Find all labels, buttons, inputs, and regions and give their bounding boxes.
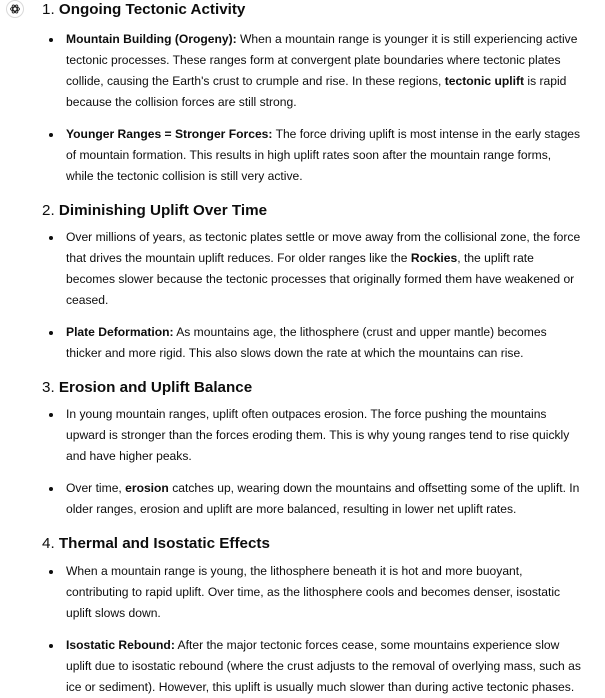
bullet-text: As mountains age, the lithosphere (crust and upper mantle) becomes thicker and more rigid. This also slows down the rate at which the mountains can rise. [66,325,547,360]
bullet-keyword: tectonic uplift [444,74,525,88]
section-number: 4. [42,535,55,552]
list-item [42,635,582,698]
bullet-lead: Plate Deformation: [66,325,174,339]
section-number: 2. [42,202,55,219]
section-title: Erosion and Uplift Balance [58,379,253,396]
assistant-avatar [6,0,24,18]
list-item [42,227,582,311]
bullet-text: After the major tectonic forces cease, some mountains experience slow uplift due to isostatic rebound (where the crust adjusts to the removal of overlying mass, such as ice or sediment). However, this uplift is usually much slower than during active tectonic phases. [66,638,581,694]
bullet-list [42,404,582,520]
bullet-keyword: erosion [125,481,169,495]
openai-logo-icon [9,3,21,15]
bullet-text: catches up, wearing down the mountains and offsetting some of the uplift. In older ranges, erosion and uplift are more balanced, resulting in lower net uplift rates. [66,481,580,516]
bullet-list [42,29,582,187]
bullet-keyword: Rockies [410,251,458,265]
bullet-text: When a mountain range is young, the lithosphere beneath it is hot and more buoyant, contributing to rapid uplift. Over time, as the lithosphere cools and becomes denser, isostatic uplift slows down. [66,564,561,620]
bullet-list [42,227,582,364]
bullet-lead: Younger Ranges = Stronger Forces: [66,127,273,141]
bullet-text: Over time, [66,481,126,495]
list-item [42,322,582,364]
section-title: Ongoing Tectonic Activity [58,1,246,18]
bullet-text: The force driving uplift is most intense in the early stages of mountain formation. This results in high uplift rates soon after the mountain range forms, while the tectonic collision is still very active. [66,127,581,183]
section-heading [42,534,582,554]
bullet-text: is rapid because the collision forces are still strong. [66,74,567,109]
bullet-lead: Mountain Building (Orogeny): [66,32,237,46]
list-item [42,29,582,113]
section-heading [42,201,582,221]
assistant-message [42,0,582,698]
section-number: 1. [42,1,55,18]
list-item [42,124,582,187]
bullet-lead: Isostatic Rebound: [66,638,175,652]
section-title: Diminishing Uplift Over Time [58,202,268,219]
list-item [42,404,582,467]
bullet-text: , the uplift rate becomes slower because the tectonic processes that originally formed them have weakened or ceased. [66,251,575,307]
bullet-list [42,561,582,698]
section-number: 3. [42,379,55,396]
section-heading [42,378,582,398]
list-item [42,561,582,624]
bullet-text: When a mountain range is younger it is still experiencing active tectonic processes. These ranges form at convergent plate boundaries where tectonic plates collide, causing the Earth's crust to crumple and rise. In these regions, [66,32,578,88]
bullet-text: In young mountain ranges, uplift often outpaces erosion. The force pushing the mountains upward is stronger than the forces eroding them. This is why young ranges tend to rise quickly and have higher peaks. [66,407,570,463]
bullet-text: Over millions of years, as tectonic plates settle or move away from the collisional zone, the force that drives the mountain uplift reduces. For older ranges like the [66,230,581,265]
section-heading [42,0,582,20]
list-item [42,478,582,520]
section-title: Thermal and Isostatic Effects [58,535,270,552]
